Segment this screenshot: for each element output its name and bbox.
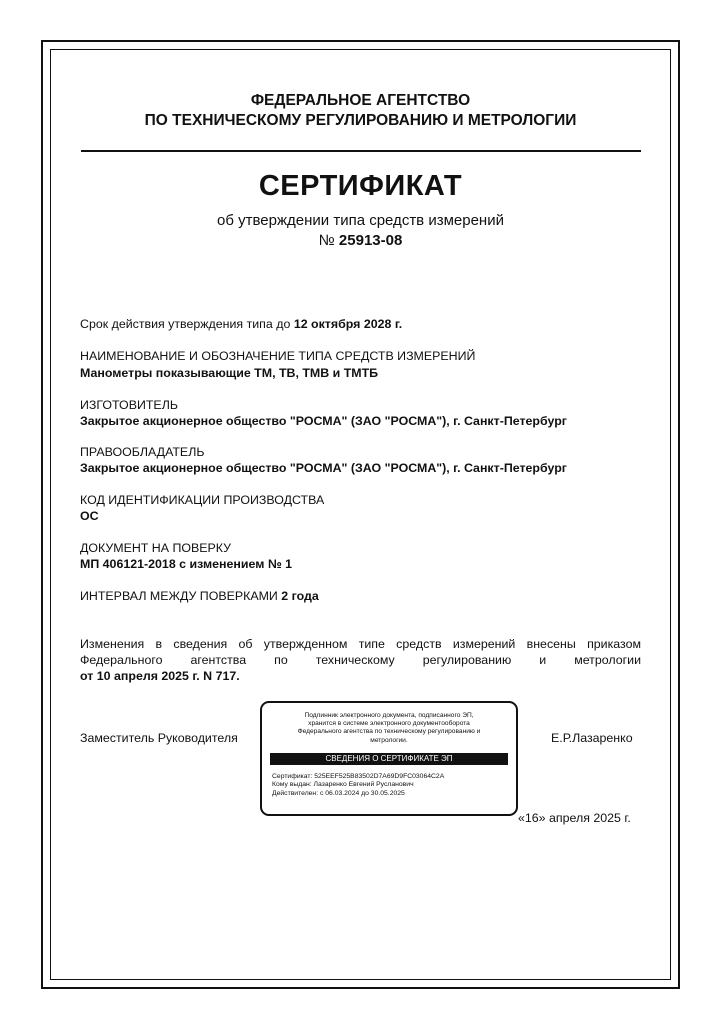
stamp-text-line: метрологии. bbox=[370, 736, 408, 744]
electronic-signature-stamp bbox=[260, 701, 518, 816]
production-code-label: КОД ИДЕНТИФИКАЦИИ ПРОИЗВОДСТВА bbox=[80, 493, 325, 507]
stamp-certificate-details bbox=[272, 773, 444, 798]
interval-label: ИНТЕРВАЛ МЕЖДУ ПОВЕРКАМИ bbox=[80, 589, 278, 603]
agency-name-line-2: ПО ТЕХНИЧЕСКОМУ РЕГУЛИРОВАНИЮ И МЕТРОЛОГИИ bbox=[144, 112, 577, 129]
validity-value: 12 октября 2028 г. bbox=[293, 317, 403, 331]
name-label: НАИМЕНОВАНИЕ И ОБОЗНАЧЕНИЕ ТИПА СРЕДСТВ ИЗМЕРЕНИЙ bbox=[80, 349, 476, 363]
verification-interval-line bbox=[80, 588, 319, 604]
name-value: Манометры показывающие ТМ, ТВ, ТМВ и ТМТБ bbox=[80, 366, 379, 380]
manufacturer-label: ИЗГОТОВИТЕЛЬ bbox=[80, 398, 178, 412]
verification-doc-label: ДОКУМЕНТ НА ПОВЕРКУ bbox=[80, 541, 232, 555]
certificate-number bbox=[50, 232, 671, 249]
agency-name-line-1: ФЕДЕРАЛЬНОЕ АГЕНТСТВО bbox=[250, 92, 471, 109]
header-divider bbox=[81, 150, 641, 152]
signatory-position: Заместитель Руководителя bbox=[80, 731, 238, 745]
validity-label: Срок действия утверждения типа до bbox=[80, 317, 291, 331]
document-title: СЕРТИФИКАТ bbox=[258, 170, 463, 202]
stamp-issued-to: Кому выдан: Лазаренко Евгений Русланович bbox=[272, 781, 414, 789]
rightholder-value: Закрытое акционерное общество "РОСМА" (ЗАО "РОСМА"), г. Санкт-Петербург bbox=[80, 461, 567, 475]
interval-value: 2 года bbox=[281, 589, 319, 603]
stamp-title-bar: СВЕДЕНИЯ О СЕРТИФИКАТЕ ЭП bbox=[270, 753, 508, 765]
document-subtitle: об утверждении типа средств измерений bbox=[217, 212, 504, 229]
verification-doc-value: МП 406121-2018 с изменением № 1 bbox=[80, 557, 292, 571]
rightholder-label: ПРАВООБЛАДАТЕЛЬ bbox=[80, 445, 205, 459]
issue-date: «16» апреля 2025 г. bbox=[518, 811, 631, 825]
number-prefix: № bbox=[318, 232, 335, 249]
stamp-certificate-serial: Сертификат: 525EEF525B83502D7A69D9FC03064C2A bbox=[272, 773, 445, 780]
changes-paragraph bbox=[80, 636, 641, 684]
changes-line-1: Изменения в сведения об утвержденном типе средств измерений внесены приказом bbox=[80, 637, 641, 651]
stamp-text-line: Федерального агентства по техническому регулированию и bbox=[297, 728, 481, 736]
validity-line bbox=[80, 316, 402, 332]
changes-line-3: от 10 апреля 2025 г. N 717. bbox=[80, 669, 240, 683]
stamp-header bbox=[270, 712, 508, 745]
manufacturer-value: Закрытое акционерное общество "РОСМА" (ЗАО "РОСМА"), г. Санкт-Петербург bbox=[80, 414, 567, 428]
signatory-name: Е.Р.Лазаренко bbox=[551, 731, 633, 745]
stamp-text-line: хранится в системе электронного документооборота bbox=[308, 720, 470, 728]
stamp-validity: Действителен: с 06.03.2024 до 30.05.2025 bbox=[272, 789, 405, 797]
stamp-text-line: Подлинник электронного документа, подписанного ЭП, bbox=[304, 712, 474, 719]
changes-line-2: Федерального агентства по техническому регулированию и метрологии bbox=[80, 653, 641, 667]
production-code-value: ОС bbox=[80, 509, 99, 523]
number-value: 25913-08 bbox=[338, 232, 403, 249]
